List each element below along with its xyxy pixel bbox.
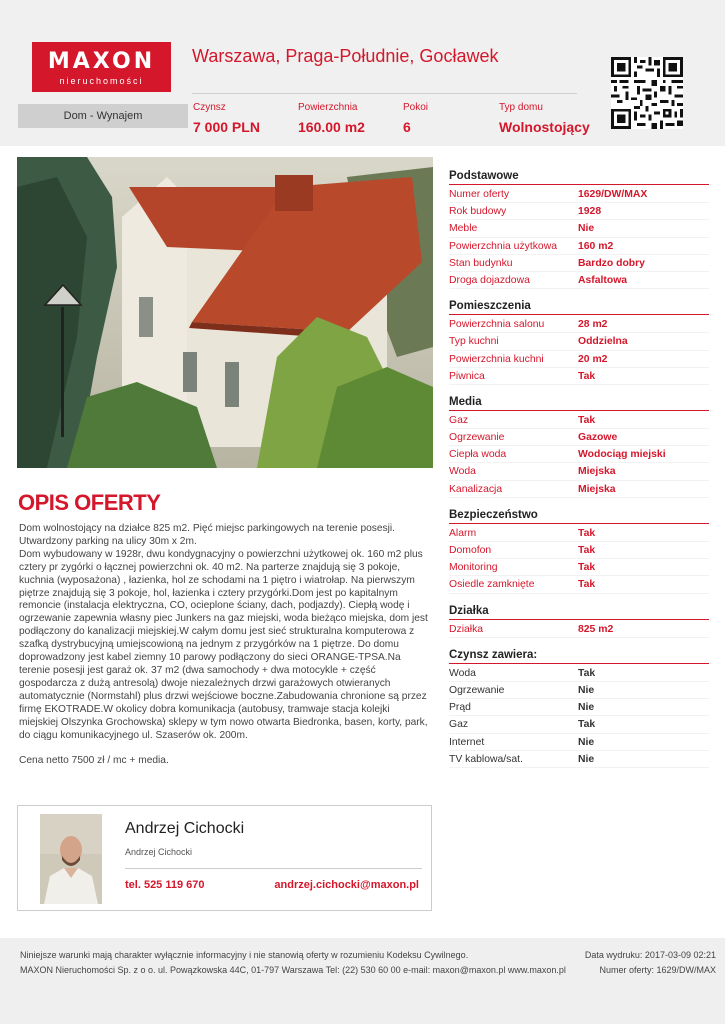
agent-card (17, 805, 432, 911)
spec-row (449, 463, 709, 480)
footer (0, 938, 725, 1024)
header-divider (192, 93, 577, 94)
spec-row-label: Droga dojazdowa (449, 274, 530, 286)
spec-row (449, 559, 709, 576)
spec-row (449, 576, 709, 593)
spec-section-rule (449, 523, 709, 524)
spec-row-value: Tak (578, 667, 596, 679)
spec-row-value: Tak (578, 414, 596, 426)
spec-section-title: Bezpieczeństwo (449, 508, 538, 521)
field-rooms (403, 102, 428, 135)
spec-row-label: Ogrzewanie (449, 684, 505, 696)
agent-name: Andrzej Cichocki (125, 820, 245, 837)
deal-type-badge: Dom - Wynajem (18, 104, 188, 128)
spec-row-value: Tak (578, 527, 596, 539)
agent-email[interactable]: andrzej.cichocki@maxon.pl (274, 879, 419, 891)
spec-row-value: Bardzo dobry (578, 257, 645, 269)
spec-row (449, 255, 709, 272)
spec-section-title: Pomieszczenia (449, 300, 531, 313)
spec-row-value: Nie (578, 702, 595, 714)
description-title: OPIS OFERTY (18, 490, 161, 515)
field-house-type (499, 102, 590, 135)
spec-row (449, 333, 709, 350)
spec-row (449, 525, 709, 542)
spec-section-rule (449, 184, 709, 185)
spec-row (449, 446, 709, 463)
spec-row-label: Powierzchnia użytkowa (449, 240, 557, 252)
footer-right (585, 948, 716, 978)
spec-row-value: Tak (578, 719, 596, 731)
property-specs (449, 168, 709, 777)
spec-section (449, 298, 709, 385)
spec-row-label: TV kablowa/sat. (449, 753, 523, 765)
spec-row-value: Nie (578, 223, 595, 235)
spec-row-value: Miejska (578, 483, 616, 495)
spec-row-label: Powierzchnia kuchni (449, 353, 544, 365)
spec-row-value: 825 m2 (578, 623, 614, 635)
spec-row-label: Ogrzewanie (449, 432, 505, 444)
field-house-type-label: Typ domu (499, 102, 543, 113)
logo-sub-text: nieruchomości (59, 76, 144, 86)
agent-subtitle: Andrzej Cichocki (125, 847, 193, 857)
spec-row-value: Wodociąg miejski (578, 449, 666, 461)
property-photo[interactable] (17, 157, 433, 468)
spec-row (449, 368, 709, 385)
spec-row-label: Internet (449, 736, 485, 748)
spec-row (449, 238, 709, 255)
field-rooms-label: Pokoi (403, 102, 429, 113)
spec-row-value: Tak (578, 579, 596, 591)
spec-row-value: 28 m2 (578, 319, 608, 331)
spec-row-label: Ciepła woda (449, 449, 507, 461)
footer-left (20, 948, 566, 978)
field-area-value: 160.00 m2 (298, 119, 365, 135)
spec-row-label: Stan budynku (449, 257, 513, 269)
maxon-logo[interactable] (32, 42, 171, 92)
spec-row-label: Prąd (449, 702, 471, 714)
spec-row-value: Asfaltowa (578, 274, 628, 286)
spec-row-label: Rok budowy (449, 206, 507, 218)
spec-section (449, 394, 709, 498)
agent-photo (40, 814, 102, 904)
field-area (298, 102, 365, 135)
field-area-label: Powierzchnia (298, 102, 358, 113)
spec-row-label: Osiedle zamknięte (449, 579, 535, 591)
spec-row-label: Gaz (449, 719, 469, 731)
spec-row-label: Woda (449, 667, 476, 679)
spec-section-title: Media (449, 395, 482, 408)
spec-row-label: Gaz (449, 414, 469, 426)
spec-row-label: Kanalizacja (449, 483, 503, 495)
logo-main-text: MAXON (47, 49, 156, 74)
spec-row-label: Typ kuchni (449, 336, 499, 348)
spec-section-rule (449, 314, 709, 315)
spec-section (449, 603, 709, 638)
spec-row-value: Gazowe (578, 432, 618, 444)
spec-row-value: Miejska (578, 466, 616, 478)
spec-row-label: Alarm (449, 527, 477, 539)
spec-row-label: Działka (449, 623, 484, 635)
spec-section (449, 647, 709, 768)
spec-row-value: 1629/DW/MAX (578, 189, 648, 200)
spec-row-label: Woda (449, 466, 476, 478)
spec-row-label: Monitoring (449, 562, 498, 574)
spec-row-label: Piwnica (449, 370, 485, 382)
field-rent-value: 7 000 PLN (193, 119, 260, 135)
spec-row-value: Tak (578, 562, 596, 574)
spec-row-value: Tak (578, 545, 596, 556)
spec-row-label: Powierzchnia salonu (449, 319, 545, 331)
spec-row-value: Tak (578, 370, 596, 382)
spec-row-value: 160 m2 (578, 240, 614, 252)
property-location: Warszawa, Praga-Południe, Gocławek (192, 46, 499, 66)
spec-row-value: 20 m2 (578, 353, 608, 365)
spec-row-value: Nie (578, 736, 595, 748)
field-rooms-value: 6 (403, 119, 411, 135)
spec-section-rule (449, 619, 709, 620)
spec-row (449, 665, 709, 682)
spec-row (449, 716, 709, 733)
footer-offer-number: Numer oferty: 1629/DW/MAX (599, 965, 716, 975)
spec-row (449, 542, 709, 559)
spec-section-title: Czynsz zawiera: (449, 648, 538, 661)
spec-row (449, 203, 709, 220)
field-house-type-value: Wolnostojący (499, 119, 590, 135)
spec-row-label: Meble (449, 223, 478, 235)
field-rent (193, 102, 260, 135)
spec-row (449, 751, 709, 768)
spec-section (449, 507, 709, 594)
spec-row (449, 734, 709, 751)
spec-row (449, 316, 709, 333)
spec-row (449, 682, 709, 699)
spec-row (449, 481, 709, 498)
footer-issue-date: Data wydruku: 2017-03-09 02:21 (584, 950, 716, 960)
footer-company: MAXON Nieruchomości Sp. z o o. ul. Powązkowska 44C, 01-797 Warszawa Tel: (22) 530 60 00 e-mail: maxon@maxon.pl www.maxon.pl (20, 965, 566, 975)
spec-row-value: Oddzielna (578, 336, 628, 348)
spec-row-label: Numer oferty (449, 189, 510, 200)
agent-phone[interactable]: tel. 525 119 670 (125, 879, 205, 891)
spec-row-label: Domofon (449, 545, 492, 556)
spec-row (449, 186, 709, 203)
header (0, 0, 725, 146)
qr-code-icon[interactable] (611, 57, 683, 129)
description-text: Dom wolnostojący na działce 825 m2. Pięć miejsc parkingowych na terenie posesji. Utwardzony parking na ulicy 30m x 2m. Dom wybudowany w 1928r, dwu kondygnacyjny o powierzchni użytkowej ok. 160 m2 plus cztery pr zygórki o łącznej powierzchni ok. 40 m2. Na parterze znajdują się 3 pokoje, kuchnia (wyposażona) , łazienka, hol ze schodami na 1 piętro i wiatrołap. Na pierwszym piętrze znajdują się 3 pokoje, hol, łazienka i cztery przygórki.Dom jest po kapitalnym remoncie (instalacja elektryczna, CO, ocieplone ściany, dach, podjazdy). Ciepłą wodę i ogrzewanie zapewnia własny piec Junkers na gaz miejski, woda bieżąco miejska, dom jest podłączony do kanalizacji miejskiej.W całym domu jest sieć strukturalna komputerowa z szafką dystrybucyjną umiejscowioną na jednym z przygórków na 1 piętrze. Do domu doprowadzony jest kabel ziemny 10 parowy podłączony do sieci ORANGE-TPSA.Na terenie posesji jest garaż ok. 37 m2 (dwa samochody + dwa motocykle + część gospodarcza z dużą antresolą) dwoje niezależnych drzwi garażowych otwieranych automatycznie (Normstahl) plus drzwi wejściowe boczne.Zabudowania chronione są przez firmę EKOTRADE.W okolicy dobra komunikacja (autobusy, tramwaje stacja kolejki miejskiej Olszynka Grochowska) sklepy w tym nowo otwarta Biedronka, basen, korty, park, do ciągu komunikacyjnego ul. Szaserów ok. 200m. Cena netto 7500 zł / mc + media. (19, 523, 428, 767)
spec-row (449, 621, 709, 638)
spec-row-value: 1928 (578, 206, 602, 218)
spec-section-rule (449, 663, 709, 664)
spec-section-title: Podstawowe (449, 170, 519, 182)
field-rent-label: Czynsz (193, 102, 226, 113)
spec-row (449, 272, 709, 289)
spec-row-value: Nie (578, 684, 595, 696)
spec-section (449, 168, 709, 289)
spec-section-rule (449, 410, 709, 411)
spec-row (449, 412, 709, 429)
spec-row (449, 699, 709, 716)
agent-divider (125, 868, 422, 869)
spec-row (449, 351, 709, 368)
spec-row (449, 429, 709, 446)
spec-row-value: Nie (578, 753, 595, 765)
footer-disclaimer: Niniejsze warunki mają charakter wyłącznie informacyjny i nie stanowią oferty w rozumieniu Kodeksu Cywilnego. (20, 950, 469, 960)
spec-section-title: Działka (449, 604, 489, 617)
spec-row (449, 220, 709, 237)
